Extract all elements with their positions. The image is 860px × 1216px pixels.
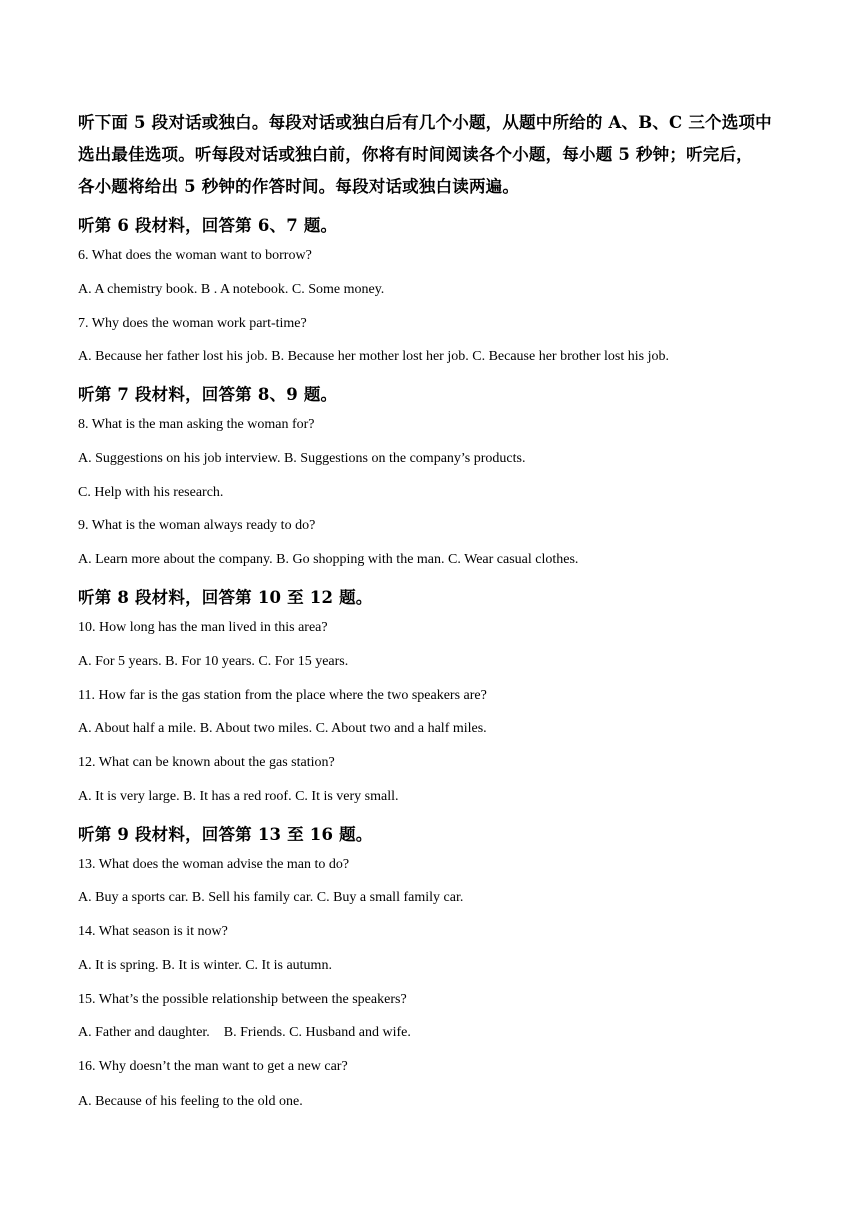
instructions-line: 选出最佳选项。听每段对话或独白前，你将有时间阅读各个小题，每小题 5 秒钟；听完后， (78, 145, 753, 164)
question: 9. What is the woman always ready to do? (78, 518, 316, 533)
section-heading: 听第 8 段材料，回答第 10 至 12 题。 (78, 588, 373, 607)
section-heading: 听第 6 段材料，回答第 6、7 题。 (78, 216, 338, 235)
question: 11. How far is the gas station from the place where the two speakers are? (78, 688, 487, 703)
options: A. Because of his feeling to the old one. (78, 1094, 303, 1109)
options: A. It is spring. B. It is winter. C. It is autumn. (78, 958, 332, 973)
options: A. Suggestions on his job interview. B. Suggestions on the company’s products. (78, 451, 526, 466)
question: 14. What season is it now? (78, 924, 228, 939)
options: A. About half a mile. B. About two miles. C. About two and a half miles. (78, 721, 487, 736)
options: A. Because her father lost his job. B. Because her mother lost her job. C. Because her brother lost his job. (78, 349, 669, 364)
question: 15. What’s the possible relationship between the speakers? (78, 992, 407, 1007)
options: A. Learn more about the company. B. Go shopping with the man. C. Wear casual clothes. (78, 552, 579, 567)
options: A. Buy a sports car. B. Sell his family car. C. Buy a small family car. (78, 890, 464, 905)
options: A. For 5 years. B. For 10 years. C. For 15 years. (78, 654, 349, 669)
question: 12. What can be known about the gas station? (78, 755, 335, 770)
question: 7. Why does the woman work part-time? (78, 316, 307, 331)
question: 10. How long has the man lived in this area? (78, 620, 328, 635)
question: 8. What is the man asking the woman for? (78, 417, 315, 432)
section-heading: 听第 7 段材料，回答第 8、9 题。 (78, 385, 338, 404)
options: A. A chemistry book. B . A notebook. C. Some money. (78, 282, 385, 297)
question: 16. Why doesn’t the man want to get a new car? (78, 1059, 348, 1074)
options: A. Father and daughter. B. Friends. C. Husband and wife. (78, 1025, 411, 1040)
options: C. Help with his research. (78, 485, 224, 500)
options: A. It is very large. B. It has a red roof. C. It is very small. (78, 789, 399, 804)
question: 13. What does the woman advise the man to do? (78, 857, 350, 872)
instructions (78, 107, 790, 203)
question: 6. What does the woman want to borrow? (78, 248, 312, 263)
section-heading: 听第 9 段材料，回答第 13 至 16 题。 (78, 825, 373, 844)
instructions-line: 各小题将给出 5 秒钟的作答时间。每段对话或独白读两遍。 (78, 177, 520, 196)
instructions-line: 听下面 5 段对话或独白。每段对话或独白后有几个小题，从题中所给的 A、B、C 三个选项中 (78, 113, 772, 132)
